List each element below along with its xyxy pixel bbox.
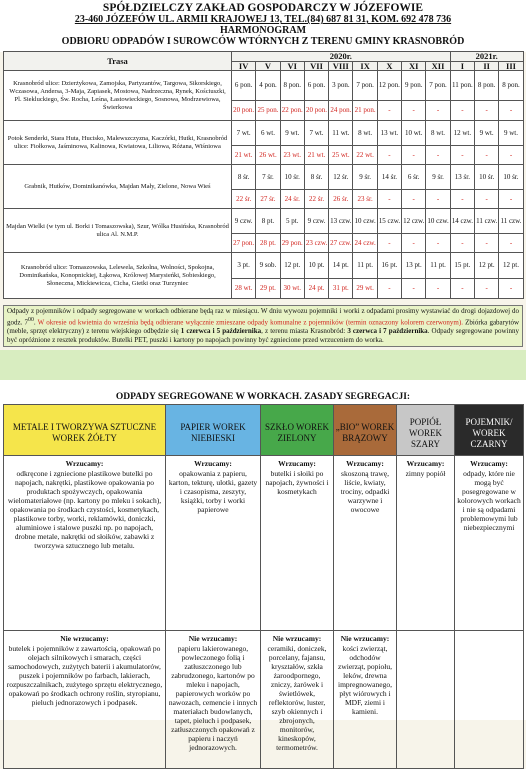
rejected-items: papieru lakierowanego, powleczonego folią i zatłuszczonego lub zabrudzonego, kartonów po mleku i napojach, papierowych worków po nawozach, cemencie i innych materiałach budowlanych, tapet, pieluch i podpasek, zatłuszczonych opakowań z papieru i naczyń jednorazowych. (168, 644, 258, 752)
date-cell: - (499, 146, 523, 165)
route-description: Grabnik, Hutków, Dominikanówka, Majdan Mały, Zielone, Nowa Wieś (4, 165, 232, 209)
date-cell: - (499, 234, 523, 253)
year-2020-header: 2020r. (232, 52, 451, 62)
date-cell: - (499, 101, 523, 121)
date-cell: 10 czw. (353, 209, 377, 234)
date-cell: 9 wt. (475, 121, 499, 146)
date-cell: - (450, 234, 474, 253)
date-cell: 12 śr. (329, 165, 353, 190)
date-cell: 29 wt. (353, 279, 377, 299)
date-cell: 27 śr. (256, 190, 280, 209)
accepted-label: Wrzucamy: (65, 459, 104, 468)
date-cell: - (450, 101, 474, 121)
rejected-items: butelek i pojemników z zawartością, opakowań po olejach silnikowych i smarach, części samochodowych, zużytych baterii i akumulatorów, puszek i pojemników po farbach, lakierach, rozpuszczalnikach, zużytego sprzętu elektrycznego, opakowań po środkach ochrony roślin, styropianu, pieluch jednorazowych i podpasek. (6, 644, 163, 707)
date-cell: 25 pon. (256, 101, 280, 121)
date-cell: - (377, 146, 401, 165)
date-cell: 9 wt. (499, 121, 523, 146)
date-cell: 9 sob. (256, 253, 280, 279)
accepted-cell (397, 456, 455, 631)
date-cell: 8 pon. (499, 71, 523, 101)
date-cell: - (450, 279, 474, 299)
document-title: HARMONOGRAM (219, 25, 307, 36)
rejected-items: ceramiki, doniczek, porcelany, fajansu, kryształów, szkła żaroodpornego, zniczy, żarówek i świetlówek, reflektorów, luster, szyb okiennych i zbrojonych, monitorów, kineskopów, termometrów. (267, 644, 327, 752)
date-cell: 8 wt. (426, 121, 450, 146)
category-header (455, 405, 524, 456)
date-cell: 31 pt. (329, 279, 353, 299)
date-cell: - (426, 234, 450, 253)
date-cell: - (475, 146, 499, 165)
date-cell: 10 czw. (426, 209, 450, 234)
date-cell: 20 pon. (232, 101, 256, 121)
date-cell: 7 wt. (304, 121, 328, 146)
company-address: 23-460 JÓZEFÓW UL. ARMII KRAJOWEJ 13, TEL.(84) 687 81 31, KOM. 692 478 736 (74, 14, 452, 25)
rejected-cell (166, 631, 261, 769)
date-cell: - (475, 234, 499, 253)
category-name: METALE I TWORZYWA SZTUCZNE WOREK ŻÓŁTY (12, 422, 157, 443)
category-header (261, 405, 334, 456)
date-cell: 7 wt. (232, 121, 256, 146)
rejected-cell (455, 631, 524, 769)
rejected-cell (334, 631, 397, 769)
date-cell: 22 wt. (353, 146, 377, 165)
date-cell: 29 pt. (256, 279, 280, 299)
category-header (4, 405, 166, 456)
date-cell: 6 pon. (232, 71, 256, 101)
date-cell: - (426, 279, 450, 299)
date-cell: 27 pon. (232, 234, 256, 253)
date-cell: 14 czw. (450, 209, 474, 234)
date-cell: - (377, 234, 401, 253)
date-cell: 9 śr. (353, 165, 377, 190)
date-cell: - (426, 190, 450, 209)
date-cell: 14 śr. (377, 165, 401, 190)
date-cell: 11 pt. (426, 253, 450, 279)
collection-schedule-table (3, 51, 524, 299)
date-cell: 12 pon. (377, 71, 401, 101)
segregation-table (3, 404, 524, 769)
date-cell: 29 pon. (280, 234, 304, 253)
date-cell: 9 śr. (426, 165, 450, 190)
category-name: „BIO” WOREK BRĄZOWY (335, 422, 395, 443)
category-header (166, 405, 261, 456)
date-cell: 22 śr. (304, 190, 328, 209)
accepted-label: Wrzucamy: (406, 459, 445, 468)
accepted-cell (261, 456, 334, 631)
accepted-label: Wrzucamy: (194, 459, 232, 468)
month-header: II (475, 61, 499, 71)
date-cell: 3 pon. (329, 71, 353, 101)
date-cell: 9 wt. (280, 121, 304, 146)
month-header: VIII (329, 61, 353, 71)
date-cell: 7 pon. (426, 71, 450, 101)
date-cell: - (499, 190, 523, 209)
date-cell: 28 pt. (256, 234, 280, 253)
date-cell: 26 śr. (329, 190, 353, 209)
rejected-cell (4, 631, 166, 769)
company-name: SPÓŁDZIELCZY ZAKŁAD GOSPODARCZY W JÓZEFOWIE (102, 2, 424, 14)
date-cell: 7 pon. (353, 71, 377, 101)
date-cell: 12 pt. (475, 253, 499, 279)
decorative-band (0, 350, 526, 380)
date-cell: - (402, 146, 426, 165)
date-cell: 9 czw. (304, 209, 328, 234)
date-cell: 12 pt. (280, 253, 304, 279)
date-cell: - (450, 146, 474, 165)
date-cell: - (475, 279, 499, 299)
month-header: IX (353, 61, 377, 71)
category-name: POPIÓŁ WOREK SZARY (409, 416, 442, 449)
month-header: VII (304, 61, 328, 71)
date-cell: 20 pon. (304, 101, 328, 121)
accepted-items: odkręcone i zgniecione plastikowe butelki po napojach, nakrętki, plastikowe opakowania po produktach spożywczych, opakowania wielomateriałowe (np. kartony po mleku i sokach), opakowania po środkach czystości, kosmetykach, plastikowe torby, worki, reklamówki, doniczki, aluminiowe i stalowe puszki np. po napojach, drobne metale, nakrętki od słoików, zabawki z tworzywa sztucznego lub metalu. (7, 469, 162, 550)
date-cell: 21 wt. (304, 146, 328, 165)
date-cell: 10 wt. (402, 121, 426, 146)
year-2021-header: 2021r. (450, 52, 523, 62)
date-cell: - (402, 190, 426, 209)
schedule-row (4, 71, 524, 101)
month-header: VI (280, 61, 304, 71)
accepted-label: Wrzucamy: (278, 459, 316, 468)
date-cell: 6 śr. (402, 165, 426, 190)
date-cell: - (426, 101, 450, 121)
date-cell: - (475, 101, 499, 121)
date-cell: 14 pt. (329, 253, 353, 279)
accepted-cell (166, 456, 261, 631)
date-cell: 4 pon. (256, 71, 280, 101)
date-cell: 10 pt. (304, 253, 328, 279)
document-header (0, 0, 526, 52)
schedule-row (4, 165, 524, 190)
note-red-text: W okresie od kwietnia do września będą odbierane wyłącznie zmieszane odpady komunalne z pojemników (termin oznaczony kolorem czerwonym). (37, 318, 463, 327)
route-description: Potok Senderki, Stara Huta, Hucisko, Malewszczyzna, Kaczórki, Hutki, Krasnobród ulice: Fiołkowa, Jaśminowa, Kalinowa, Kwiatowa, Liliowa, Różana, Wiśniowa (4, 121, 232, 165)
date-cell: 8 pt. (256, 209, 280, 234)
month-header: IV (232, 61, 256, 71)
date-cell: 30 wt. (280, 279, 304, 299)
date-cell: 10 śr. (499, 165, 523, 190)
date-cell: - (499, 279, 523, 299)
accepted-label: Wrzucamy: (470, 459, 508, 468)
date-cell: 8 śr. (304, 165, 328, 190)
date-cell: 11 czw. (499, 209, 523, 234)
date-cell: 11 pt. (353, 253, 377, 279)
month-header: V (256, 61, 280, 71)
date-cell: 11 czw. (475, 209, 499, 234)
rejected-items: kości zwierząt, odchodów zwierząt, popiołu, leków, drewna impregnowanego, płyt wiórowych i MDF, ziemi i kamieni. (338, 644, 392, 716)
rejected-cell (397, 631, 455, 769)
month-header: I (450, 61, 474, 71)
rejected-label: Nie wrzucamy: (188, 634, 238, 643)
date-cell: 23 śr. (353, 190, 377, 209)
date-cell: 9 czw. (232, 209, 256, 234)
accepted-items: odpady, które nie mogą być posegregowane w kolorowych workach i nie są odpadami problemowymi lub niebezpiecznymi (457, 469, 521, 532)
route-description: Majdan Wielki (w tym ul. Borki i Tomaszowska), Szur, Wólka Husińska, Krasnobród ulica Al. N.M.P. (4, 209, 232, 253)
date-cell: 6 wt. (256, 121, 280, 146)
date-cell: - (402, 101, 426, 121)
date-cell: 27 czw. (329, 234, 353, 253)
date-cell: 7 śr. (256, 165, 280, 190)
month-header: X (377, 61, 401, 71)
date-cell: 12 czw. (402, 209, 426, 234)
date-cell: 8 wt. (353, 121, 377, 146)
date-cell: 12 pt. (499, 253, 523, 279)
accepted-items: skoszoną trawę, liście, kwiaty, trociny, odpadki warzywne i owocowe (340, 469, 390, 514)
accepted-cell (455, 456, 524, 631)
date-cell: 15 czw. (377, 209, 401, 234)
date-cell: 9 pon. (402, 71, 426, 101)
accepted-items: butelki i słoiki po napojach, żywności i kosmetykach (265, 469, 329, 496)
date-cell: 21 pon. (353, 101, 377, 121)
date-cell: 8 pon. (475, 71, 499, 101)
category-name: POJEMNIK/ WOREK CZARNY (465, 416, 513, 449)
date-cell: 15 pt. (450, 253, 474, 279)
date-cell: - (450, 190, 474, 209)
segregation-title: ODPADY SEGREGOWANE W WORKACH. ZASADY SEGREGACJI: (115, 392, 411, 402)
date-cell: 24 pt. (304, 279, 328, 299)
accepted-items: zimny popiół (405, 469, 446, 478)
rejected-label: Nie wrzucamy: (272, 634, 322, 643)
schedule-row (4, 253, 524, 279)
date-cell: 24 pon. (329, 101, 353, 121)
document-subtitle: ODBIORU ODPADÓW I SUROWCÓW WTÓRNYCH Z TERENU GMINY KRASNOBRÓD (61, 36, 465, 47)
date-cell: 3 pt. (232, 253, 256, 279)
date-cell: 23 wt. (280, 146, 304, 165)
trasa-header: Trasa (4, 52, 232, 71)
accepted-label: Wrzucamy: (346, 459, 384, 468)
date-cell: 10 śr. (475, 165, 499, 190)
date-cell: 24 śr. (280, 190, 304, 209)
date-cell: 24 czw. (353, 234, 377, 253)
date-cell: 11 wt. (329, 121, 353, 146)
date-cell: 13 czw. (329, 209, 353, 234)
date-cell: 10 śr. (280, 165, 304, 190)
date-cell: - (377, 279, 401, 299)
date-cell: - (426, 146, 450, 165)
category-name: PAPIER WOREK NIEBIESKI (180, 422, 246, 443)
date-cell: 22 pon. (280, 101, 304, 121)
month-header: XII (426, 61, 450, 71)
route-description: Krasnobród ulice: Tomaszowska, Lelewela, Szkolna, Wolności, Spokojna, Dominikańska, Konopnickiej, Łąkowa, Królowej Marysieńki, Sobieskiego, Słoneczna, Mickiewicza, Cicha, Gietki oraz Turzyniec (4, 253, 232, 299)
category-header (334, 405, 397, 456)
date-cell: 8 pon. (280, 71, 304, 101)
date-cell: - (402, 234, 426, 253)
date-cell: 6 pon. (304, 71, 328, 101)
rejected-label: Nie wrzucamy: (340, 634, 390, 643)
date-cell: - (402, 279, 426, 299)
date-cell: 13 pt. (402, 253, 426, 279)
month-header: XI (402, 61, 426, 71)
rejected-cell (261, 631, 334, 769)
date-cell: 25 wt. (329, 146, 353, 165)
accepted-items: opakowania z papieru, karton, tekturę, ulotki, gazety i czasopisma, zeszyty, książki, torby i worki papierowe (168, 469, 258, 514)
date-cell: 13 śr. (450, 165, 474, 190)
schedule-row (4, 121, 524, 146)
accepted-cell (4, 456, 166, 631)
date-cell: 16 pt. (377, 253, 401, 279)
date-cell: - (475, 190, 499, 209)
accepted-cell (334, 456, 397, 631)
schedule-row (4, 209, 524, 234)
date-cell: 13 wt. (377, 121, 401, 146)
date-cell: 11 pon. (450, 71, 474, 101)
date-cell: 21 wt. (232, 146, 256, 165)
category-header (397, 405, 455, 456)
month-header: III (499, 61, 523, 71)
category-name: SZKŁO WOREK ZIELONY (264, 422, 330, 443)
date-cell: 28 wt. (232, 279, 256, 299)
date-cell: 12 wt. (450, 121, 474, 146)
date-cell: 26 wt. (256, 146, 280, 165)
route-description: Krasnobród ulice: Dzierżykowa, Zamojska, Partyzantów, Targowa, Sikorskiego, Wczasowa, Andersa, 3-Maja, Zapiasek, Mostowa, Nadrzeczna, Rynek, Kościuszki, Pl. Siekluckiego, Św. Rocha, Leśna, Łastowieckiego, Sosnowa, Modrzewiowa, Świerkowa (4, 71, 232, 121)
date-cell: - (377, 190, 401, 209)
date-cell: 22 śr. (232, 190, 256, 209)
date-cell: 8 śr. (232, 165, 256, 190)
date-cell: - (377, 101, 401, 121)
date-cell: 5 pt. (280, 209, 304, 234)
rejected-label: Nie wrzucamy: (60, 634, 109, 643)
collection-note: Odpady z pojemników i odpady segregowane w workach odbierane będą raz w miesiącu. W dniu wywozu pojemniki i worki z odpadami prosimy wystawiać do drogi dojazdowej do godz. $7^{00}$. W okresie od kwietnia do września będą odbierane wyłącznie zmieszane odpady komunalne z pojemników (termin oznaczony kolorem czerwonym). Zbiórka gabarytów (meble, sprzęt elektryczny) z terenu wiejskiego odbędzie się 1 czerwca i 5 października, z terenu miasta Krasnobród: 3 czerwca i 7 października. Odpady segregowane powinny być opróżnione z resztek produktów. Butelki PET, puszki i kartony po napojach powinny być zgniecione przed wrzuceniem do worka. (3, 305, 523, 347)
date-cell: 23 czw. (304, 234, 328, 253)
